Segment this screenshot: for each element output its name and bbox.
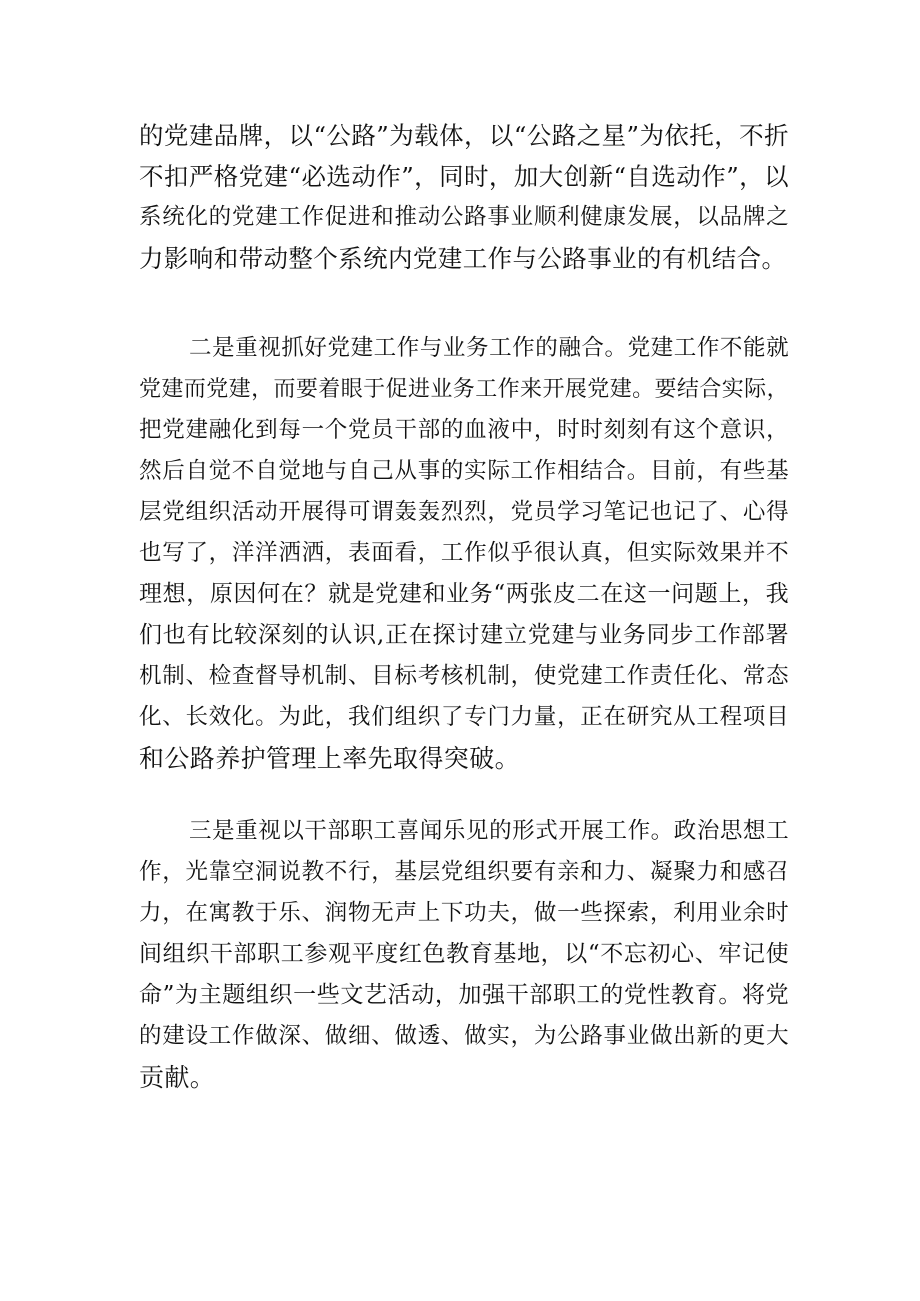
paragraph-2-line-4: 然后自觉不自觉地与自己从事的实际工作相结合。目前，有些基 (139, 458, 789, 484)
paragraph-3-line-7: 贡献。 (139, 1063, 216, 1092)
paragraph-2-line-8: 们也有比较深刻的认识,正在探讨建立党建与业务同步工作部署 (139, 622, 789, 648)
paragraph-1 (139, 115, 789, 279)
paragraph-2-line-9: 机制、检查督导机制、目标考核机制，使党建工作责任化、常态 (139, 663, 789, 689)
paragraph-3-line-5: 命”为主题组织一些文艺活动，加强干部职工的党性教育。将党 (139, 982, 789, 1008)
paragraph-2-line-5: 层党组织活动开展得可谓轰轰烈烈，党员学习笔记也记了、心得 (139, 499, 789, 525)
paragraph-2-line-6: 也写了，洋洋洒洒，表面看，工作似乎很认真，但实际效果并不 (139, 540, 789, 566)
paragraph-3 (139, 811, 789, 1098)
paragraph-3-line-4: 间组织干部职工参观平度红色教育基地，以“不忘初心、牢记使 (139, 941, 789, 967)
paragraph-3-line-2: 作，光靠空洞说教不行，基层党组织要有亲和力、凝聚力和感召 (139, 859, 789, 885)
paragraph-1-line-3: 系统化的党建工作促进和推动公路事业顺利健康发展，以品牌之 (139, 204, 789, 230)
paragraph-1-line-4: 力影响和带动整个系统内党建工作与公路事业的有机结合。 (139, 244, 787, 273)
paragraph-1-line-2: 不扣严格党建“必选动作”，同时，加大创新“自选动作”，以 (139, 162, 789, 191)
paragraph-2-line-3: 把党建融化到每一个党员干部的血液中，时时刻刻有这个意识， (139, 417, 789, 443)
paragraph-2-line-2: 党建而党建，而要着眼于促进业务工作来开展党建。要结合实际， (139, 377, 789, 402)
paragraph-1-line-1: 的党建品牌，以“公路”为载体，以“公路之星”为依托，不折 (139, 121, 789, 150)
paragraph-3-line-6: 的建设工作做深、做细、做透、做实，为公路事业做出新的更大 (139, 1023, 789, 1049)
paragraph-2-line-7: 理想，原因何在？就是党建和业务“两张皮二在这一问题上，我 (139, 581, 789, 607)
paragraph-2-line-1: 二是重视抓好党建工作与业务工作的融合。党建工作不能就 (189, 335, 789, 361)
paragraph-2-line-10: 化、长效化。为此，我们组织了专门力量，正在研究从工程项目 (139, 704, 789, 730)
paragraph-3-line-1: 三是重视以干部职工喜闻乐见的形式开展工作。政治思想工 (189, 818, 789, 844)
paragraph-2 (139, 328, 789, 779)
paragraph-2-line-11: 和公路养护管理上率先取得突破。 (139, 744, 521, 773)
paragraph-3-line-3: 力，在寓教于乐、润物无声上下功夫，做一些探索，利用业余时 (139, 900, 789, 926)
